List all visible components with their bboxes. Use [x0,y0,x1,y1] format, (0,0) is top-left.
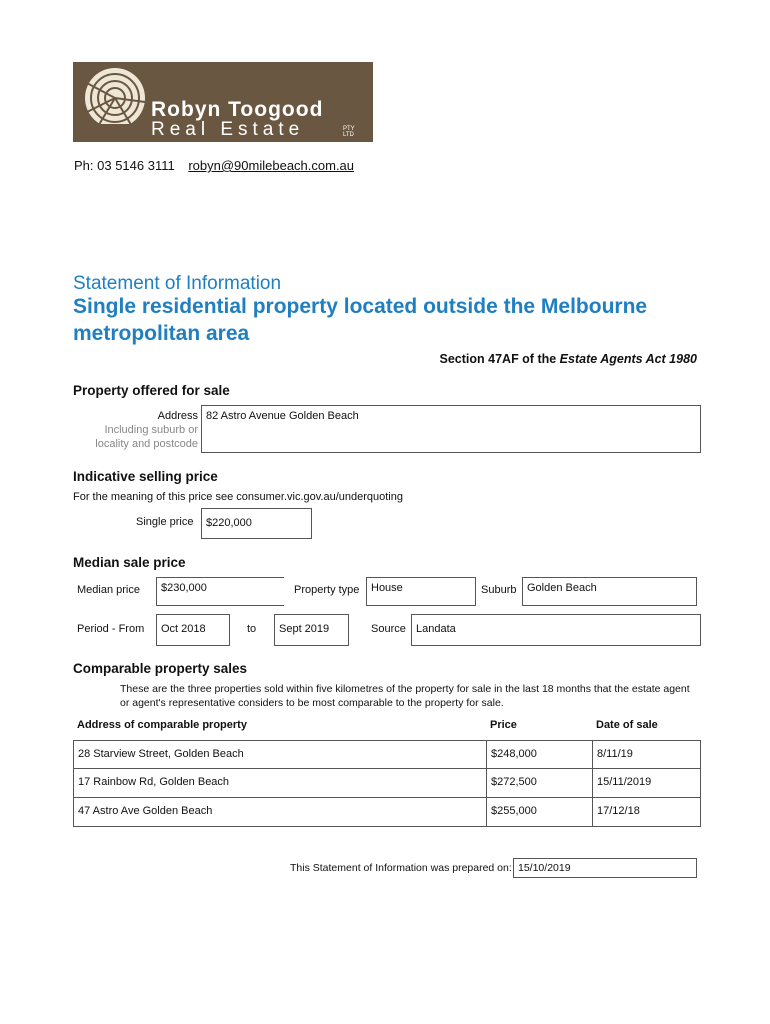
email-link[interactable]: robyn@90milebeach.com.au [188,158,355,173]
property-type-field[interactable]: House [366,577,476,606]
section-reference: Section 47AF of the Estate Agents Act 1980 [439,352,697,366]
indicative-price-heading: Indicative selling price [73,469,218,484]
col-header-date: Date of sale [596,719,658,731]
median-price-label: Median price [77,584,140,596]
table-row [73,769,701,798]
phone-number: Ph: 03 5146 3111 [74,158,175,173]
source-field[interactable]: Landata [411,614,701,646]
single-price-field[interactable]: $220,000 [201,508,312,539]
statement-heading: Statement of Information [73,273,282,294]
row-price[interactable]: $255,000 [486,798,592,826]
row-price[interactable]: $248,000 [486,741,592,768]
underquoting-note: For the meaning of this price see consumer.vic.gov.au/underquoting [73,491,403,503]
page-title: Single residential property located outside the Melbourne metropolitan area [73,295,648,345]
comparable-note: These are the three properties sold within five kilometres of the property for sale in the last 18 months that the estate agent or agent's representative considers to be most comparable to the property for sale. [120,683,690,709]
single-price-label: Single price [136,516,194,528]
period-to-label: to [247,623,257,635]
suburb-label: Suburb [481,584,517,596]
row-price[interactable]: $272,500 [486,769,592,797]
prepared-on-label: This Statement of Information was prepared on: [290,862,512,874]
period-to-field[interactable]: Sept 2019 [274,614,349,646]
col-header-address: Address of comparable property [77,719,247,731]
company-logo [73,62,373,142]
period-from-field[interactable]: Oct 2018 [156,614,230,646]
row-date[interactable]: 17/12/18 [592,798,700,826]
address-field[interactable]: 82 Astro Avenue Golden Beach [201,405,701,453]
row-address[interactable]: 28 Starview Street, Golden Beach [78,748,244,760]
logo-subtitle: Real Estate [151,119,305,140]
suburb-field[interactable]: Golden Beach [522,577,697,606]
address-sublabel-1: Including suburb or [104,424,198,436]
address-label: Address [157,410,198,422]
property-type-label: Property type [294,584,360,596]
logo-name: Robyn Toogood [151,98,324,121]
period-from-label: Period - From [77,623,145,635]
row-date[interactable]: 8/11/19 [592,741,700,768]
property-offered-heading: Property offered for sale [73,383,230,398]
source-label: Source [371,623,406,635]
address-sublabel-2: locality and postcode [95,438,198,450]
median-price-heading: Median sale price [73,555,186,570]
median-price-field[interactable]: $230,000 [156,577,284,606]
table-row [73,798,701,827]
prepared-on-field[interactable]: 15/10/2019 [513,858,697,878]
row-address[interactable]: 17 Rainbow Rd, Golden Beach [78,776,230,788]
col-header-price: Price [490,719,517,731]
table-row [73,740,701,769]
contact-line [74,158,354,173]
address-label-group [73,409,198,451]
logo-pty: PTY LTD [343,126,355,138]
row-address[interactable]: 47 Astro Ave Golden Beach [78,805,213,817]
comparable-sales-heading: Comparable property sales [73,661,248,676]
row-date[interactable]: 15/11/2019 [592,769,700,797]
